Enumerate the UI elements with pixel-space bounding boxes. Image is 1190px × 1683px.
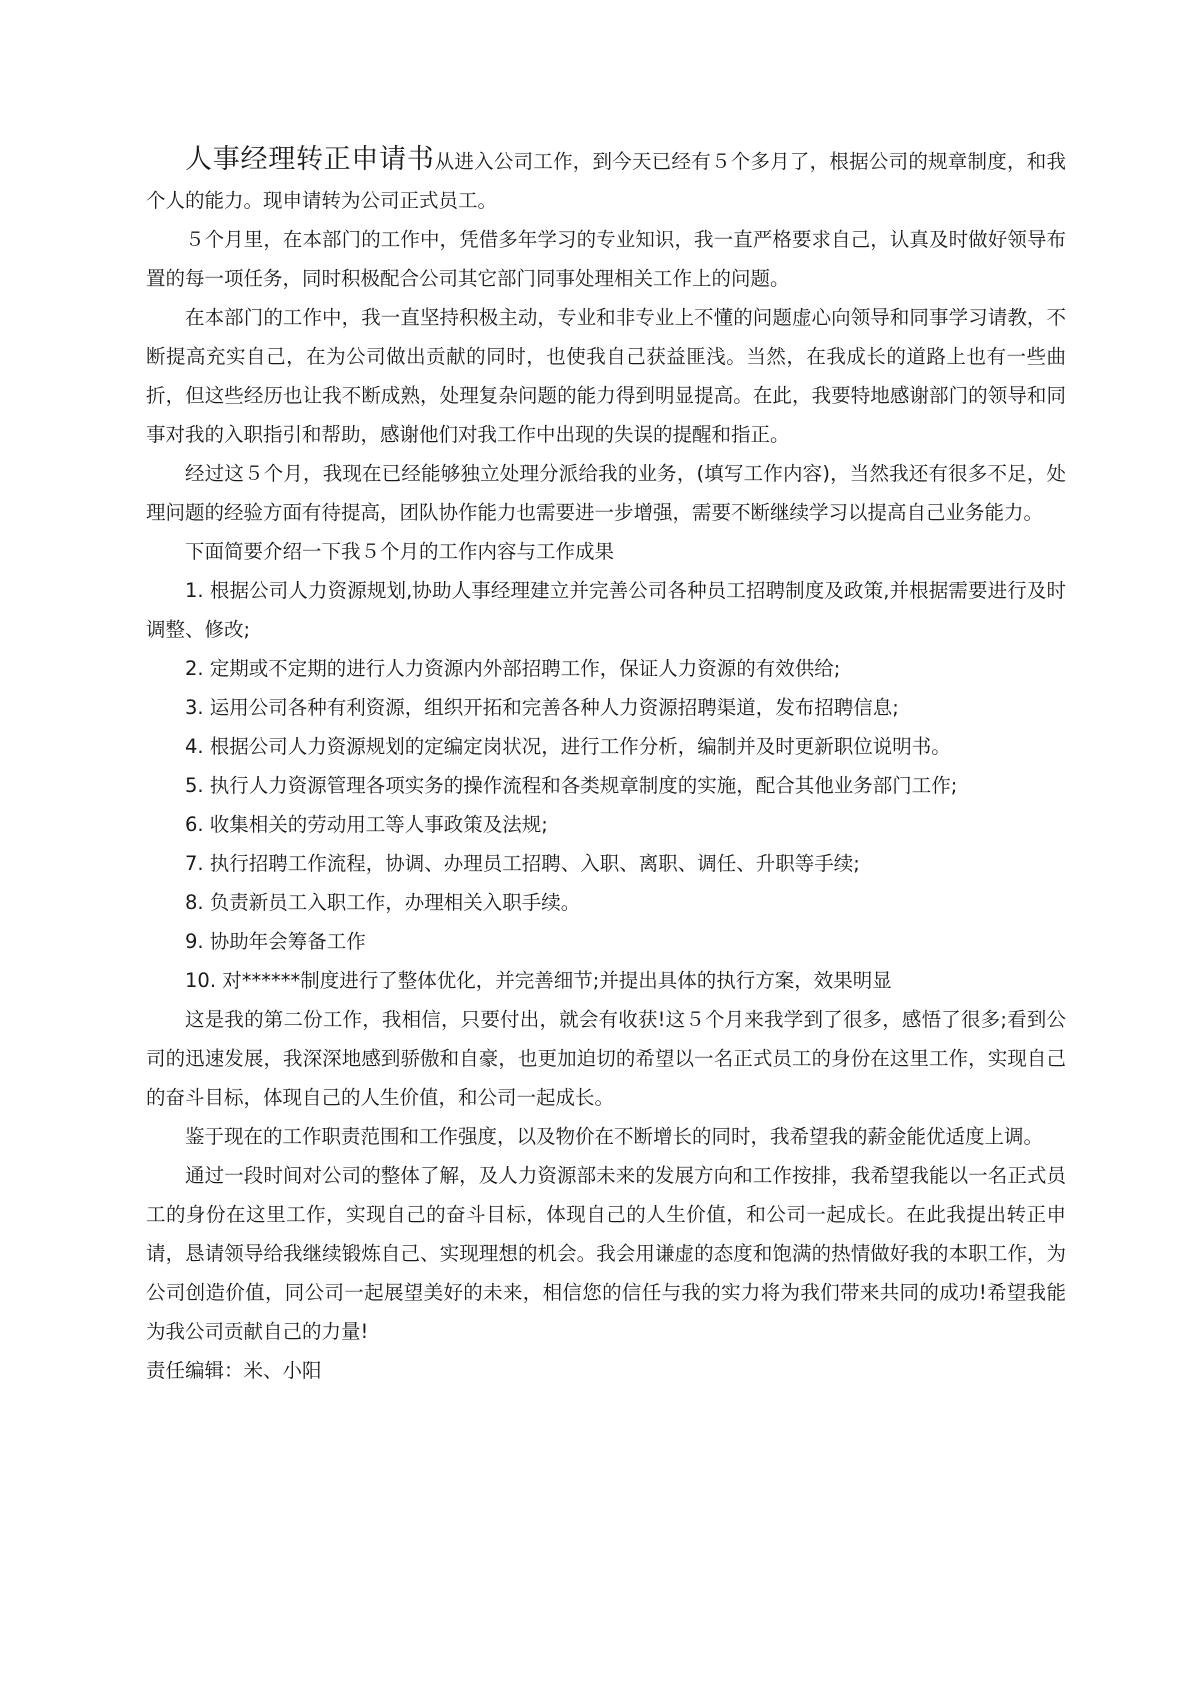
list-item: 5. 执行人力资源管理各项实务的操作流程和各类规章制度的实施，配合其他业务部门工作; <box>185 774 958 797</box>
list-item: 3. 运用公司各种有利资源，组织开拓和完善各种人力资源招聘渠道，发布招聘信息; <box>185 696 899 719</box>
list-item: 7. 执行招聘工作流程，协调、办理员工招聘、入职、离职、调任、升职等手续; <box>185 852 860 875</box>
intro-text: 从进入公司工作，到今天已经有５个多月了，根据公司的规章制度，和我个人的能力。现申请转为公司正式员工。 <box>146 150 1066 212</box>
body-paragraph: 在本部门的工作中，我一直坚持积极主动，专业和非专业上不懂的问题虚心向领导和同事学习请教，不断提高充实自己，在为公司做出贡献的同时，也使我自己获益匪浅。当然，在我成长的道路上也有一些曲折，但这些经历也让我不断成熟，处理复杂问题的能力得到明显提高。在此，我要特地感谢部门的领导和同事对我的入职指引和帮助，感谢他们对我工作中出现的失误的提醒和指正。 <box>146 306 1066 446</box>
list-item: 4. 根据公司人力资源规划的定编定岗状况，进行工作分析，编制并及时更新职位说明书。 <box>185 735 951 758</box>
closing-paragraph: 通过一段时间对公司的整体了解，及人力资源部未来的发展方向和工作按排，我希望我能以一名正式员工的身份在这里工作，实现自己的奋斗目标，体现自己的人生价值，和公司一起成长。在此我提出转正申请，恳请领导给我继续锻炼自己、实现理想的机会。我会用谦虚的态度和饱满的热情做好我的本职工作，为公司创造价值，同公司一起展望美好的未来，相信您的信任与我的实力将为我们带来共同的成功!希望我能为我公司贡献自己的力量! <box>146 1164 1066 1343</box>
list-item: 9. 协助年会筹备工作 <box>185 930 366 953</box>
list-heading: 下面简要介绍一下我５个月的工作内容与工作成果 <box>185 540 615 563</box>
list-item: 8. 负责新员工入职工作，办理相关入职手续。 <box>185 891 581 914</box>
body-paragraph: 经过这５个月，我现在已经能够独立处理分派给我的业务，(填写工作内容)，当然我还有很多不足，处理问题的经验方面有待提高，团队协作能力也需要进一步增强，需要不断继续学习以提高自己业务能力。 <box>146 462 1066 524</box>
list-item: 6. 收集相关的劳动用工等人事政策及法规; <box>185 813 548 836</box>
closing-paragraph: 鉴于现在的工作职责范围和工作强度，以及物价在不断增长的同时，我希望我的薪金能优适度上调。 <box>185 1125 1044 1148</box>
body-paragraph: ５个月里，在本部门的工作中，凭借多年学习的专业知识，我一直严格要求自己，认真及时做好领导布置的每一项任务，同时积极配合公司其它部门同事处理相关工作上的问题。 <box>146 228 1066 290</box>
editor-credit: 责任编辑：米、小阳 <box>146 1359 322 1382</box>
list-item: 1. 根据公司人力资源规划,协助人事经理建立并完善公司各种员工招聘制度及政策,并根据需要进行及时调整、修改; <box>146 579 1066 641</box>
document-page <box>146 140 1066 1390</box>
intro-paragraph <box>146 140 1066 220</box>
closing-paragraph: 这是我的第二份工作，我相信，只要付出，就会有收获!这５个月来我学到了很多，感悟了很多;看到公司的迅速发展，我深深地感到骄傲和自豪，也更加迫切的希望以一名正式员工的身份在这里工作，实现自己的奋斗目标，体现自己的人生价值，和公司一起成长。 <box>146 1008 1066 1109</box>
list-item: 10. 对******制度进行了整体优化，并完善细节;并提出具体的执行方案，效果明显 <box>185 969 892 992</box>
document-title: 人事经理转正申请书 <box>185 144 435 175</box>
list-item: 2. 定期或不定期的进行人力资源内外部招聘工作，保证人力资源的有效供给; <box>185 657 841 680</box>
